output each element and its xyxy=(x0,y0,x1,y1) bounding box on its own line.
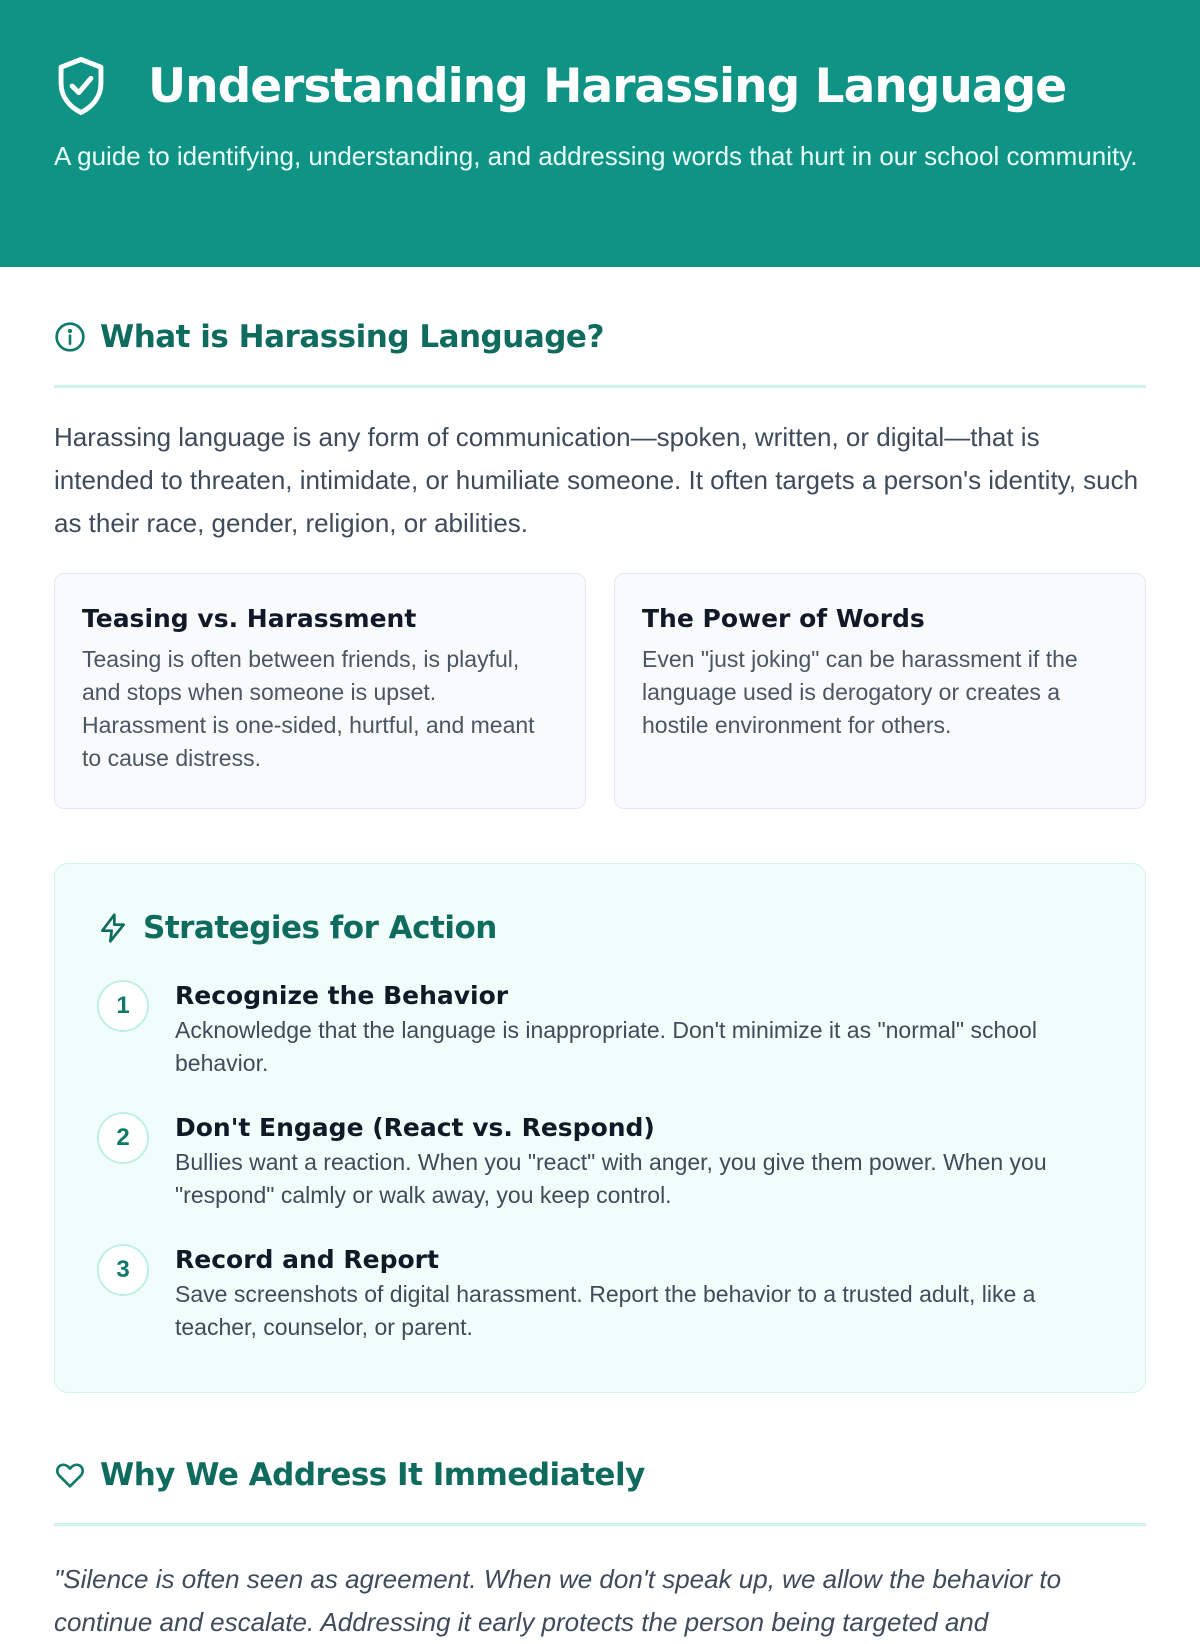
step-number-badge: 3 xyxy=(97,1244,149,1296)
heart-icon xyxy=(54,1458,88,1492)
page-title: Understanding Harassing Language xyxy=(148,58,1067,114)
what-section-title: What is Harassing Language? xyxy=(100,319,604,355)
info-cards xyxy=(54,573,1146,809)
step-content xyxy=(175,978,1105,1080)
card-title: The Power of Words xyxy=(642,604,925,633)
why-section-title: Why We Address It Immediately xyxy=(100,1457,645,1493)
page-subtitle: A guide to identifying, understanding, and addressing words that hurt in our school community. xyxy=(54,141,1138,171)
card-text: Teasing is often between friends, is playful, and stops when someone is upset. Harassment is one-sided, hurtful, and meant to cause distress. xyxy=(82,646,535,771)
step-content xyxy=(175,1242,1105,1344)
shield-check-icon xyxy=(54,54,114,118)
section-divider xyxy=(54,385,1146,388)
step-text: Bullies want a reaction. When you "react" with anger, you give them power. When you "respond" calmly or walk away, you keep control. xyxy=(175,1149,1047,1208)
step-number-badge: 1 xyxy=(97,980,149,1032)
step-text: Save screenshots of digital harassment. Report the behavior to a trusted adult, like a teacher, counselor, or parent. xyxy=(175,1281,1036,1340)
step-number-badge: 2 xyxy=(97,1112,149,1164)
what-section xyxy=(0,309,1200,809)
what-definition: Harassing language is any form of communication—spoken, written, or digital—that is intended to threaten, intimidate, or humiliate someone. It often targets a person's identity, such as their race, gender, religion, or abilities. xyxy=(54,422,1139,538)
card-power-of-words xyxy=(614,573,1146,809)
strategies-header xyxy=(97,908,1103,948)
step-title: Record and Report xyxy=(175,1245,439,1274)
why-section-header xyxy=(54,1447,1146,1503)
strategy-step xyxy=(97,1110,1103,1212)
strategies-title: Strategies for Action xyxy=(143,910,497,946)
step-content xyxy=(175,1110,1105,1212)
why-quote: "Silence is often seen as agreement. When we don't speak up, we allow the behavior to continue and escalate. Addressing it early protects the person being targeted and xyxy=(54,1564,1062,1637)
strategy-step xyxy=(97,978,1103,1080)
what-section-header xyxy=(54,309,1146,365)
why-section xyxy=(0,1447,1200,1644)
card-teasing-vs-harassment xyxy=(54,573,586,809)
step-title: Recognize the Behavior xyxy=(175,981,509,1010)
step-text: Acknowledge that the language is inappropriate. Don't minimize it as "normal" school behavior. xyxy=(175,1017,1037,1076)
strategy-steps xyxy=(97,978,1103,1344)
strategies-panel xyxy=(54,863,1146,1393)
page-header xyxy=(0,0,1200,267)
card-title: Teasing vs. Harassment xyxy=(82,604,417,633)
lightning-icon xyxy=(97,912,131,944)
section-divider xyxy=(54,1523,1146,1526)
header-title-row xyxy=(54,54,1146,118)
card-text: Even "just joking" can be harassment if the language used is derogatory or creates a hostile environment for others. xyxy=(642,646,1078,738)
step-title: Don't Engage (React vs. Respond) xyxy=(175,1113,655,1142)
info-icon xyxy=(54,320,88,354)
strategy-step xyxy=(97,1242,1103,1344)
